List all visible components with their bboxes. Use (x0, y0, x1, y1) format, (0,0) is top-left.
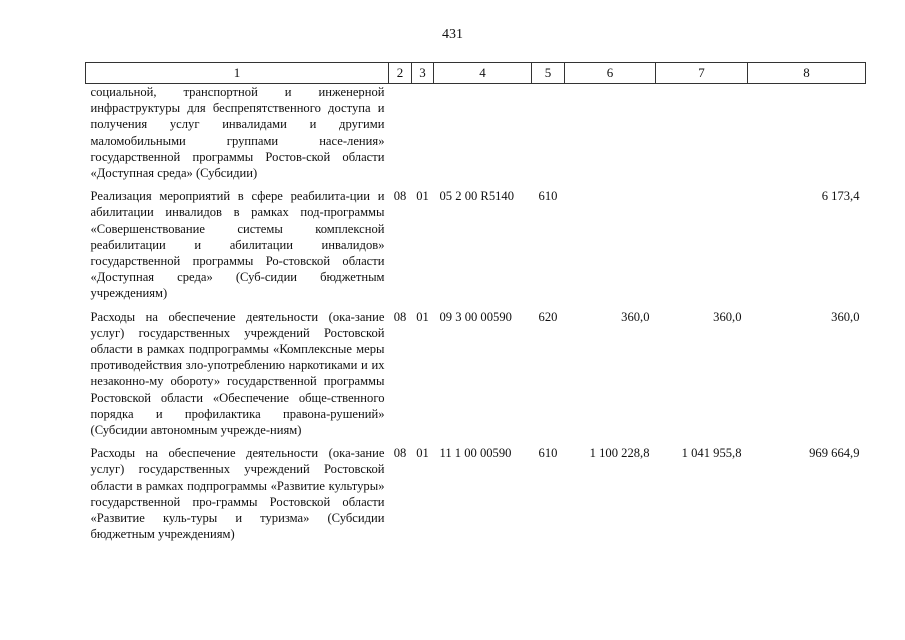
row-subsection: 01 (416, 446, 429, 461)
row-amount-col6 (565, 84, 656, 189)
row-subsection (412, 84, 434, 189)
row-description: социальной, транспортной и инженерной инфраструктуры для беспрепятственного доступа и получения услуг инвалидами и другими маломобильными группами насе-ления» государственной программы Ростов-ской области «Доступная среда» (Субсидии) (90, 85, 385, 181)
row-description: Реализация мероприятий в сфере реабилита-ции и абилитации инвалидов в рамках под-программы «Совершенствование системы комплексной реабилитации и абилитации инвалидов» государственной программы Ро-стовской области «Доступная среда» (Суб-сидии бюджетным учреждениям) (90, 189, 385, 301)
row-amount-col8: 969 664,9 (809, 446, 860, 461)
row-amount-col8: 6 173,4 (821, 189, 860, 204)
table-row (86, 84, 866, 189)
row-section (389, 84, 412, 189)
header-col-8: 8 (748, 63, 866, 84)
header-col-4: 4 (434, 63, 532, 84)
header-col-5: 5 (532, 63, 565, 84)
row-amount-col6 (565, 188, 656, 308)
header-row (86, 63, 866, 84)
header-col-3: 3 (412, 63, 434, 84)
row-section: 08 (393, 309, 407, 324)
row-amount-col6: 1 100 228,8 (589, 446, 650, 461)
table-header (86, 63, 866, 84)
header-col-2: 2 (389, 63, 412, 84)
table-row (86, 445, 866, 549)
row-description: Расходы на обеспечение деятельности (ока-зание услуг) государственных учреждений Ростовской области в рамках подпрограммы «Комплексные меры противодействия зло-употреблению наркотиками и их незаконно-му обороту» государственной программы Ростовской области «Обеспечение обще-ственного порядка и профилактика правона-рушений» (Субсидии автономным учрежде-ниям) (90, 309, 385, 438)
header-col-7: 7 (656, 63, 748, 84)
row-subsection: 01 (416, 309, 429, 324)
row-target-article: 05 2 00 R5140 (439, 189, 515, 204)
table-body (86, 84, 866, 550)
row-description: Расходы на обеспечение деятельности (ока-зание услуг) государственных учреждений Ростовской области в рамках подпрограммы «Развитие культуры» государственной про-граммы Ростовской области «Развитие куль-туры и туризма» (Субсидии бюджетным учреждениям) (90, 446, 385, 542)
row-amount-col7: 360,0 (713, 309, 742, 324)
header-col-6: 6 (565, 63, 656, 84)
row-target-article (434, 84, 532, 189)
table-row (86, 309, 866, 446)
row-amount-col7 (656, 188, 748, 308)
header-col-1: 1 (86, 63, 389, 84)
row-expense-type: 620 (538, 309, 558, 324)
row-expense-type: 610 (538, 189, 558, 204)
budget-table (85, 62, 866, 549)
row-expense-type (532, 84, 565, 189)
row-expense-type: 610 (538, 446, 558, 461)
row-target-article: 09 3 00 00590 (439, 309, 512, 324)
row-section: 08 (393, 189, 407, 204)
page-number: 431 (442, 27, 463, 42)
row-amount-col7 (656, 84, 748, 189)
row-subsection: 01 (416, 189, 429, 204)
row-amount-col6: 360,0 (621, 309, 650, 324)
table-row (86, 188, 866, 308)
row-target-article: 11 1 00 00590 (439, 446, 512, 461)
row-amount-col7: 1 041 955,8 (681, 446, 742, 461)
row-section: 08 (393, 446, 407, 461)
row-amount-col8: 360,0 (831, 309, 860, 324)
row-amount-col8 (748, 84, 866, 189)
